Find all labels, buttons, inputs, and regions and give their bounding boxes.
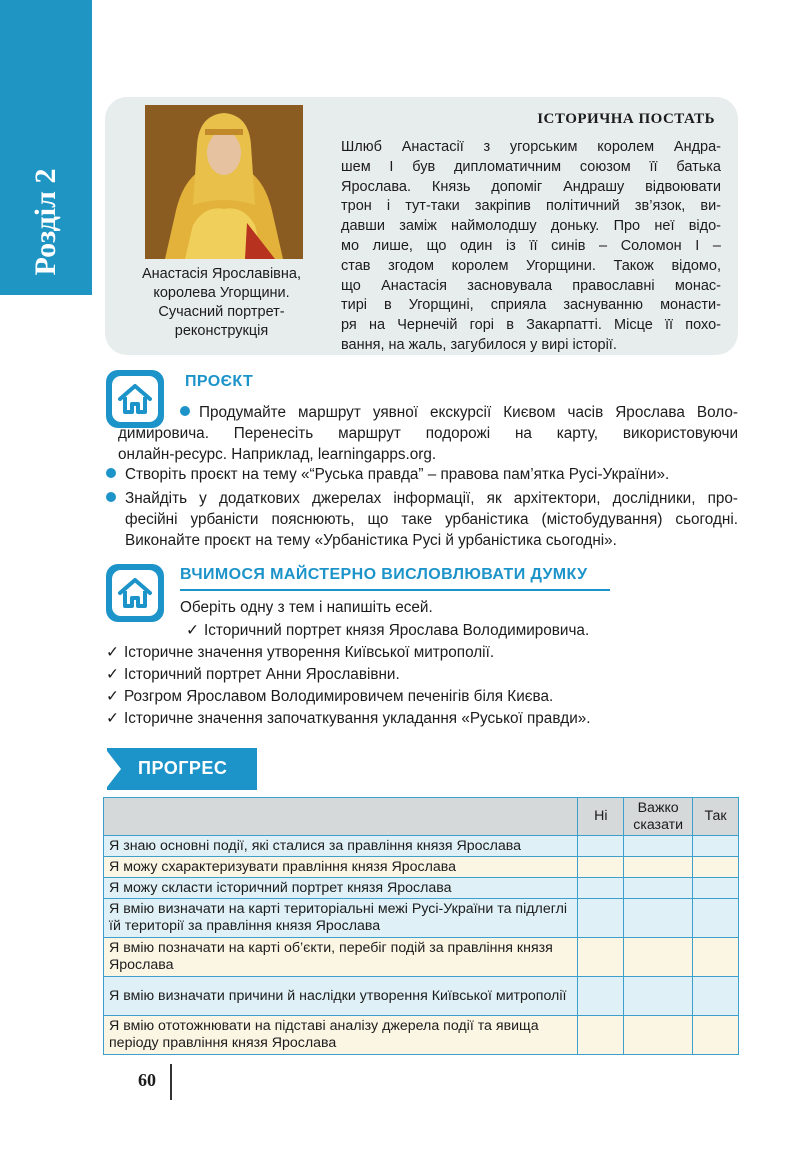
project-text: фесійні урбаністи пояснюють, що таке урбаністика (містобудування) сьогодні.	[125, 511, 738, 528]
progress-statement: Я вмію визначати на карті територіальні межі Русі-України та підлеглі їй території за правління князя Ярослава	[104, 899, 578, 938]
essay-topic	[106, 642, 726, 663]
essay-topic-text: Історичний портрет князя Ярослава Володимировича.	[204, 622, 590, 639]
table-row	[104, 836, 739, 857]
answer-cell-no[interactable]	[578, 899, 624, 938]
project-title: ПРОЄКТ	[185, 373, 254, 390]
answer-cell-hard[interactable]	[624, 938, 693, 977]
progress-statement: Я вмію визначати причини й наслідки утворення Київської митрополії	[104, 977, 578, 1016]
answer-cell-hard[interactable]	[624, 857, 693, 878]
answer-cell-no[interactable]	[578, 857, 624, 878]
essay-topic-text: Історичне значення започаткування укладання «Руської правди».	[124, 710, 591, 727]
text-line: давши заміж наймолодшу доньку. Про неї відо-	[341, 218, 721, 235]
progress-statement: Я знаю основні події, які сталися за правління князя Ярослава	[104, 836, 578, 857]
answer-cell-yes[interactable]	[693, 938, 739, 977]
answer-cell-yes[interactable]	[693, 977, 739, 1016]
answer-cell-yes[interactable]	[693, 878, 739, 899]
table-header-cell: Ні	[578, 798, 624, 836]
portrait-caption	[105, 265, 338, 341]
caption-line: реконструкція	[174, 323, 269, 339]
project-item-2	[106, 464, 738, 485]
answer-cell-yes[interactable]	[693, 836, 739, 857]
page-number-divider	[170, 1064, 172, 1100]
historical-figure-text	[341, 138, 721, 356]
check-mark-icon: ✓	[106, 710, 119, 727]
table-header-cell: Важко сказати	[624, 798, 693, 836]
progress-statement: Я можу скласти історичний портрет князя Ярослава	[104, 878, 578, 899]
historical-figure-title: ІСТОРИЧНА ПОСТАТЬ	[537, 111, 715, 127]
answer-cell-hard[interactable]	[624, 899, 693, 938]
essay-topic	[186, 620, 800, 641]
answer-cell-hard[interactable]	[624, 977, 693, 1016]
chapter-label: Розділ 2	[29, 168, 62, 276]
check-mark-icon: ✓	[186, 622, 199, 639]
arrow-right-icon	[107, 751, 121, 787]
table-row	[104, 857, 739, 878]
text-line: шем І був дипломатичним союзом її батька	[341, 158, 721, 175]
essay-topic-text: Історичний портрет Анни Ярославівни.	[124, 666, 400, 683]
project-text: димировича. Перенесіть маршрут подорожі на карту, використовуючи	[118, 425, 738, 442]
text-line: трон і тут-таки закріпив політичний зв’язок, ви-	[341, 198, 721, 215]
essay-topic-text: Розгром Ярославом Володимировичем печенігів біля Києва.	[124, 688, 554, 705]
project-item-3	[106, 488, 738, 509]
answer-cell-hard[interactable]	[624, 1016, 693, 1055]
caption-line: королева Угорщини.	[153, 285, 290, 301]
text-line: став згодом королем Угорщини. Також відомо,	[341, 257, 721, 274]
project-text: Виконайте проєкт на тему «Урбаністика Русі й урбаністика сьогодні».	[125, 532, 617, 549]
progress-statement: Я вмію ототожнювати на підставі аналізу джерела події та явища періоду правління князя Ярослава	[104, 1016, 578, 1055]
answer-cell-hard[interactable]	[624, 878, 693, 899]
answer-cell-yes[interactable]	[693, 899, 739, 938]
caption-line: Анастасія Ярославівна,	[142, 266, 301, 282]
project-text: Знайдіть у додаткових джерелах інформації, як архітектори, дослідники, про-	[125, 490, 738, 507]
progress-table	[103, 797, 739, 1055]
table-header-cell: Так	[693, 798, 739, 836]
bullet-dot	[106, 492, 116, 502]
check-mark-icon: ✓	[106, 666, 119, 683]
home-icon	[106, 370, 164, 428]
answer-cell-no[interactable]	[578, 977, 624, 1016]
project-text: Створіть проєкт на тему «“Руська правда” – правова пам’ятка Русі-України».	[125, 466, 670, 483]
answer-cell-yes[interactable]	[693, 857, 739, 878]
page-number: 60	[138, 1070, 156, 1090]
project-item-1-cont	[118, 423, 738, 465]
caption-line: Сучасний портрет-	[158, 304, 285, 320]
table-row	[104, 878, 739, 899]
answer-cell-no[interactable]	[578, 836, 624, 857]
text-line: Ярослава. Князь допоміг Андрашу відвоювати	[341, 178, 721, 195]
portrait-image	[145, 105, 303, 259]
project-item-3-cont	[125, 509, 738, 551]
answer-cell-hard[interactable]	[624, 836, 693, 857]
bullet-dot	[180, 406, 190, 416]
text-line: мо лише, що один із її синів – Соломон І –	[341, 237, 721, 254]
answer-cell-no[interactable]	[578, 938, 624, 977]
table-row	[104, 977, 739, 1016]
essay-title-underline	[180, 589, 610, 591]
table-row	[104, 1016, 739, 1055]
check-mark-icon: ✓	[106, 688, 119, 705]
essay-topic	[106, 686, 726, 707]
table-header-cell	[104, 798, 578, 836]
text-line: ря на Чернечій горі в Закарпатті. Місце її похо-	[341, 317, 721, 334]
bullet-dot	[106, 468, 116, 478]
table-row	[104, 899, 739, 938]
chapter-side-tab	[0, 0, 92, 295]
progress-statement: Я можу схарактеризувати правління князя Ярослава	[104, 857, 578, 878]
progress-statement: Я вмію позначати на карті об’єкти, перебіг подій за правління князя Ярослава	[104, 938, 578, 977]
historical-figure-box	[105, 97, 738, 355]
table-header-row	[104, 798, 739, 836]
essay-topic-text: Історичне значення утворення Київської митрополії.	[124, 644, 495, 661]
check-mark-icon: ✓	[106, 644, 119, 661]
home-icon	[106, 564, 164, 622]
essay-topic	[106, 664, 726, 685]
text-line: Шлюб Анастасії з угорським королем Андра-	[341, 139, 721, 155]
project-item-1	[180, 402, 738, 423]
answer-cell-no[interactable]	[578, 878, 624, 899]
text-line: вання, на жаль, загубилося у вирі історії.	[341, 336, 617, 353]
project-text: онлайн-ресурс. Наприклад, learningapps.org.	[118, 446, 437, 463]
essay-title: ВЧИМОСЯ МАЙСТЕРНО ВИСЛОВЛЮВАТИ ДУМКУ	[180, 566, 588, 583]
essay-topic	[106, 708, 726, 729]
project-text: Продумайте маршрут уявної екскурсії Києвом часів Ярослава Воло-	[199, 404, 738, 421]
answer-cell-no[interactable]	[578, 1016, 624, 1055]
table-row	[104, 938, 739, 977]
answer-cell-yes[interactable]	[693, 1016, 739, 1055]
essay-intro: Оберіть одну з тем і напишіть есей.	[180, 599, 433, 616]
progress-title: ПРОГРЕС	[138, 758, 228, 778]
text-line: тирі в Угорщині, сприяла заснуванню монасти-	[341, 297, 721, 314]
text-line: що Анастасія засновувала православні монас-	[341, 277, 721, 294]
